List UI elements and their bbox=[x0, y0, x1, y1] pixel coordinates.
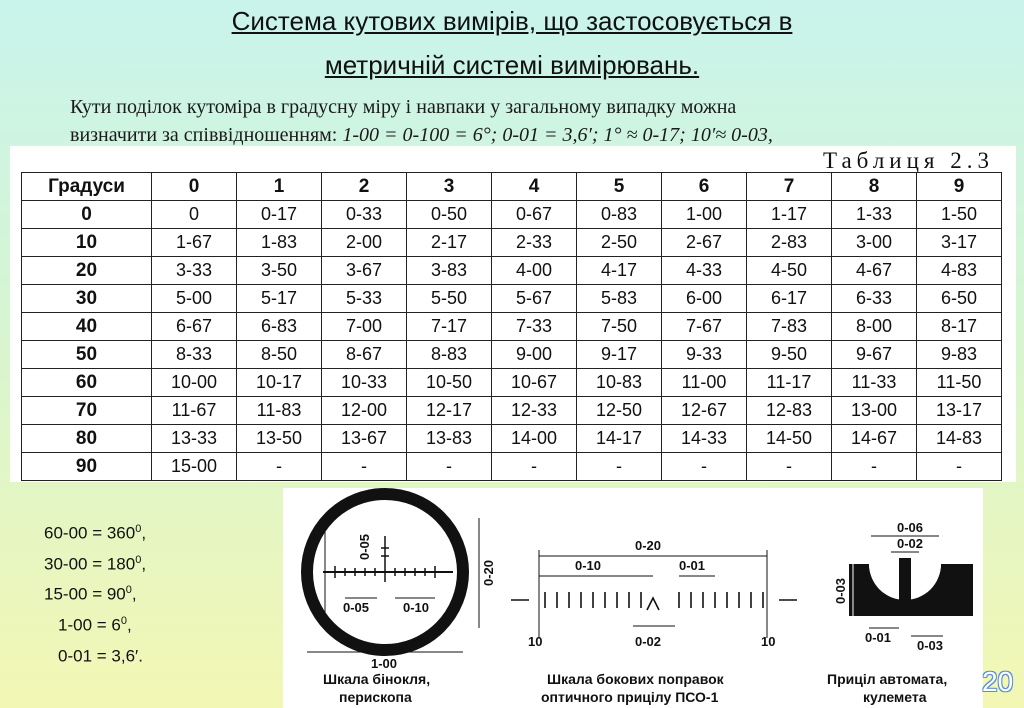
table-header-row bbox=[22, 173, 1002, 201]
table-cell: 6-67 bbox=[152, 313, 237, 341]
sight-label-left: 0-03 bbox=[833, 577, 848, 604]
sight-caption-line-1: Приціл автомата, bbox=[827, 671, 948, 687]
table-cell: 13-50 bbox=[237, 425, 322, 453]
table-cell: 3-17 bbox=[917, 229, 1002, 257]
table-cell: 12-17 bbox=[407, 397, 492, 425]
table-cell: 6-17 bbox=[747, 285, 832, 313]
table-cell: 13-67 bbox=[322, 425, 407, 453]
table-cell: 8-00 bbox=[832, 313, 917, 341]
note-tail: , bbox=[131, 584, 137, 604]
binocular-caption-line-2: перископа bbox=[339, 689, 412, 705]
table-cell: 14-00 bbox=[492, 425, 577, 453]
table-cell: 10-17 bbox=[237, 369, 322, 397]
table-cell: 8-83 bbox=[407, 341, 492, 369]
intro-text bbox=[70, 93, 970, 149]
table-cell: 6-83 bbox=[237, 313, 322, 341]
conversion-table-panel bbox=[10, 146, 1016, 482]
table-cell: - bbox=[322, 453, 407, 481]
note-degree-sup: 0 bbox=[135, 553, 142, 566]
table-cell: 0-17 bbox=[237, 201, 322, 229]
table-cell: 15-00 bbox=[152, 453, 237, 481]
conversion-note bbox=[44, 608, 146, 639]
table-cell: 13-83 bbox=[407, 425, 492, 453]
table-cell: 14-50 bbox=[747, 425, 832, 453]
table-cell: 9-33 bbox=[662, 341, 747, 369]
table-cell: 7-50 bbox=[577, 313, 662, 341]
row-tens-degrees: 90 bbox=[22, 453, 152, 481]
table-cell: 1-00 bbox=[662, 201, 747, 229]
slide-title-line-1: Система кутових вимірів, що застосовується в bbox=[231, 6, 793, 36]
note-degree-sup: 0 bbox=[125, 584, 132, 597]
header-unit-degree: 2 bbox=[322, 173, 407, 201]
table-row bbox=[22, 369, 1002, 397]
table-cell: 9-67 bbox=[832, 341, 917, 369]
table-row bbox=[22, 341, 1002, 369]
pso-ticks bbox=[545, 592, 763, 610]
table-cell: 3-83 bbox=[407, 257, 492, 285]
row-tens-degrees: 80 bbox=[22, 425, 152, 453]
table-row bbox=[22, 313, 1002, 341]
table-cell: 14-17 bbox=[577, 425, 662, 453]
table-cell: 6-00 bbox=[662, 285, 747, 313]
table-cell: 12-50 bbox=[577, 397, 662, 425]
table-cell: 12-83 bbox=[747, 397, 832, 425]
conversion-notes bbox=[44, 516, 146, 669]
note-value: 60-00 = 360 bbox=[44, 523, 136, 543]
binocular-ticks bbox=[335, 533, 435, 582]
header-unit-degree: 5 bbox=[577, 173, 662, 201]
table-cell: - bbox=[832, 453, 917, 481]
pso-label-mid-right: 0-01 bbox=[679, 558, 706, 573]
table-cell: - bbox=[492, 453, 577, 481]
table-cell: 10-00 bbox=[152, 369, 237, 397]
table-cell: 4-50 bbox=[747, 257, 832, 285]
table-row bbox=[22, 285, 1002, 313]
conversion-note bbox=[44, 516, 146, 547]
table-cell: 3-00 bbox=[832, 229, 917, 257]
table-cell: 13-00 bbox=[832, 397, 917, 425]
row-tens-degrees: 50 bbox=[22, 341, 152, 369]
table-cell: 0-67 bbox=[492, 201, 577, 229]
row-tens-degrees: 70 bbox=[22, 397, 152, 425]
conversion-table bbox=[21, 172, 1002, 481]
sight-front-post bbox=[899, 558, 911, 616]
binocular-label-lower-right: 0-10 bbox=[403, 600, 430, 615]
table-cell: 3-67 bbox=[322, 257, 407, 285]
table-cell: 1-50 bbox=[917, 201, 1002, 229]
sight-label-bottom-right: 0-03 bbox=[917, 638, 944, 653]
table-cell: 0-50 bbox=[407, 201, 492, 229]
table-cell: 8-67 bbox=[322, 341, 407, 369]
header-unit-degree: 4 bbox=[492, 173, 577, 201]
table-cell: - bbox=[747, 453, 832, 481]
sight-label-top: 0-06 bbox=[897, 520, 924, 535]
table-cell: 13-17 bbox=[917, 397, 1002, 425]
scales-drawing bbox=[283, 488, 983, 708]
note-degree-sup: 0 bbox=[135, 523, 142, 535]
table-cell: 5-17 bbox=[237, 285, 322, 313]
table-cell: 1-67 bbox=[152, 229, 237, 257]
table-cell: 7-17 bbox=[407, 313, 492, 341]
table-cell: 10-83 bbox=[577, 369, 662, 397]
note-value: 0-01 = 3,6 bbox=[58, 646, 136, 666]
intro-formula: 1-00 = 0-100 = 6°; 0-01 = 3,6′; 1° ≈ 0-17; 10′≈ 0-03, bbox=[342, 124, 773, 146]
table-cell: 0 bbox=[152, 201, 237, 229]
intro-line-2-prefix: визначити за співвідношенням: bbox=[70, 124, 343, 146]
header-unit-degree: 9 bbox=[917, 173, 1002, 201]
note-value: 1-00 = 6 bbox=[58, 615, 121, 635]
pso-label-mid-left: 0-10 bbox=[575, 558, 602, 573]
table-cell: 2-50 bbox=[577, 229, 662, 257]
conversion-note bbox=[44, 547, 146, 578]
pso-label-top: 0-20 bbox=[635, 538, 662, 553]
note-tail: , bbox=[141, 554, 147, 574]
header-unit-degree: 6 bbox=[662, 173, 747, 201]
table-cell: 1-17 bbox=[747, 201, 832, 229]
note-tail: , bbox=[126, 615, 132, 635]
header-unit-degree: 3 bbox=[407, 173, 492, 201]
table-cell: 2-00 bbox=[322, 229, 407, 257]
header-unit-degree: 8 bbox=[832, 173, 917, 201]
table-row bbox=[22, 453, 1002, 481]
table-cell: 11-33 bbox=[832, 369, 917, 397]
table-cell: 11-67 bbox=[152, 397, 237, 425]
table-cell: 4-83 bbox=[917, 257, 1002, 285]
header-degrees: Градуси bbox=[22, 173, 152, 201]
sight-label-top2: 0-02 bbox=[897, 536, 924, 551]
pso-caption-line-1: Шкала бокових поправок bbox=[547, 671, 724, 687]
header-unit-degree: 0 bbox=[152, 173, 237, 201]
table-cell: 9-50 bbox=[747, 341, 832, 369]
table-cell: 9-83 bbox=[917, 341, 1002, 369]
table-cell: 14-83 bbox=[917, 425, 1002, 453]
binocular-label-bottom: 1-00 bbox=[371, 656, 398, 671]
pso-label-end-left: 10 bbox=[528, 634, 543, 649]
table-cell: 3-50 bbox=[237, 257, 322, 285]
table-caption: Таблиця 2.3 bbox=[823, 148, 994, 173]
table-cell: - bbox=[577, 453, 662, 481]
table-row bbox=[22, 257, 1002, 285]
table-cell: - bbox=[237, 453, 322, 481]
table-cell: 11-17 bbox=[747, 369, 832, 397]
conversion-note bbox=[44, 639, 146, 670]
pso-label-bottom: 0-02 bbox=[635, 634, 662, 649]
page-number: 20 bbox=[982, 666, 1014, 697]
table-cell: 5-50 bbox=[407, 285, 492, 313]
table-cell: 2-83 bbox=[747, 229, 832, 257]
header-unit-degree: 1 bbox=[237, 173, 322, 201]
binocular-label-left: 0-05 bbox=[299, 559, 314, 586]
slide-title-line-2: метричній системі вимірювань. bbox=[324, 50, 700, 80]
table-cell: 9-17 bbox=[577, 341, 662, 369]
note-tail: , bbox=[141, 523, 147, 543]
binocular-label-top: 0-05 bbox=[357, 533, 372, 560]
table-cell: 12-67 bbox=[662, 397, 747, 425]
table-cell: 6-50 bbox=[917, 285, 1002, 313]
table-cell: 4-33 bbox=[662, 257, 747, 285]
note-degree-sup: 0 bbox=[120, 614, 127, 627]
table-cell: 11-83 bbox=[237, 397, 322, 425]
table-cell: 7-00 bbox=[322, 313, 407, 341]
row-tens-degrees: 0 bbox=[22, 201, 152, 229]
row-tens-degrees: 30 bbox=[22, 285, 152, 313]
table-cell: 8-17 bbox=[917, 313, 1002, 341]
table-cell: 12-33 bbox=[492, 397, 577, 425]
table-cell: 13-33 bbox=[152, 425, 237, 453]
intro-line-2 bbox=[70, 121, 970, 149]
sight-label-bottom-left: 0-01 bbox=[865, 630, 892, 645]
table-cell: 7-33 bbox=[492, 313, 577, 341]
table-cell: 3-33 bbox=[152, 257, 237, 285]
table-cell: 4-67 bbox=[832, 257, 917, 285]
row-tens-degrees: 10 bbox=[22, 229, 152, 257]
scales-figure bbox=[283, 488, 983, 708]
table-cell: 4-00 bbox=[492, 257, 577, 285]
note-value: 30-00 = 180 bbox=[44, 554, 136, 574]
table-cell: 1-83 bbox=[237, 229, 322, 257]
table-cell: 2-33 bbox=[492, 229, 577, 257]
table-cell: 4-17 bbox=[577, 257, 662, 285]
intro-line-1: Кути поділок кутоміра в градусну міру і навпаки у загальному випадку можна bbox=[70, 96, 737, 118]
table-cell: - bbox=[917, 453, 1002, 481]
table-cell: - bbox=[407, 453, 492, 481]
header-unit-degree: 7 bbox=[747, 173, 832, 201]
table-cell: 14-33 bbox=[662, 425, 747, 453]
note-tail: ′. bbox=[135, 646, 143, 666]
table-cell: - bbox=[662, 453, 747, 481]
binocular-label-right: 0-20 bbox=[481, 559, 496, 586]
table-cell: 2-17 bbox=[407, 229, 492, 257]
table-row bbox=[22, 229, 1002, 257]
binocular-scale bbox=[299, 494, 496, 705]
conversion-note bbox=[44, 577, 146, 608]
pso-caption-line-2: оптичного прицілу ПСО-1 bbox=[541, 689, 719, 705]
table-cell: 11-00 bbox=[662, 369, 747, 397]
table-cell: 10-50 bbox=[407, 369, 492, 397]
table-cell: 6-33 bbox=[832, 285, 917, 313]
table-cell: 11-50 bbox=[917, 369, 1002, 397]
table-cell: 5-33 bbox=[322, 285, 407, 313]
table-cell: 10-33 bbox=[322, 369, 407, 397]
sight-diagram bbox=[827, 520, 973, 705]
table-cell: 5-83 bbox=[577, 285, 662, 313]
table-cell: 8-33 bbox=[152, 341, 237, 369]
table-cell: 0-33 bbox=[322, 201, 407, 229]
table-row bbox=[22, 201, 1002, 229]
table-cell: 1-33 bbox=[832, 201, 917, 229]
table-cell: 10-67 bbox=[492, 369, 577, 397]
table-body bbox=[22, 201, 1002, 481]
sight-caption-line-2: кулемета bbox=[863, 689, 927, 705]
table-cell: 9-00 bbox=[492, 341, 577, 369]
table-cell: 0-83 bbox=[577, 201, 662, 229]
binocular-caption-line-1: Шкала бінокля, bbox=[323, 671, 431, 687]
row-tens-degrees: 40 bbox=[22, 313, 152, 341]
table-cell: 2-67 bbox=[662, 229, 747, 257]
note-value: 15-00 = 90 bbox=[44, 584, 126, 604]
pso-scale bbox=[511, 538, 797, 705]
table-cell: 7-67 bbox=[662, 313, 747, 341]
table-row bbox=[22, 425, 1002, 453]
table-row bbox=[22, 397, 1002, 425]
binocular-label-lower-left: 0-05 bbox=[343, 600, 370, 615]
row-tens-degrees: 20 bbox=[22, 257, 152, 285]
table-cell: 7-83 bbox=[747, 313, 832, 341]
pso-label-end-right: 10 bbox=[761, 634, 776, 649]
row-tens-degrees: 60 bbox=[22, 369, 152, 397]
table-cell: 8-50 bbox=[237, 341, 322, 369]
table-cell: 14-67 bbox=[832, 425, 917, 453]
table-cell: 12-00 bbox=[322, 397, 407, 425]
table-cell: 5-67 bbox=[492, 285, 577, 313]
table-cell: 5-00 bbox=[152, 285, 237, 313]
